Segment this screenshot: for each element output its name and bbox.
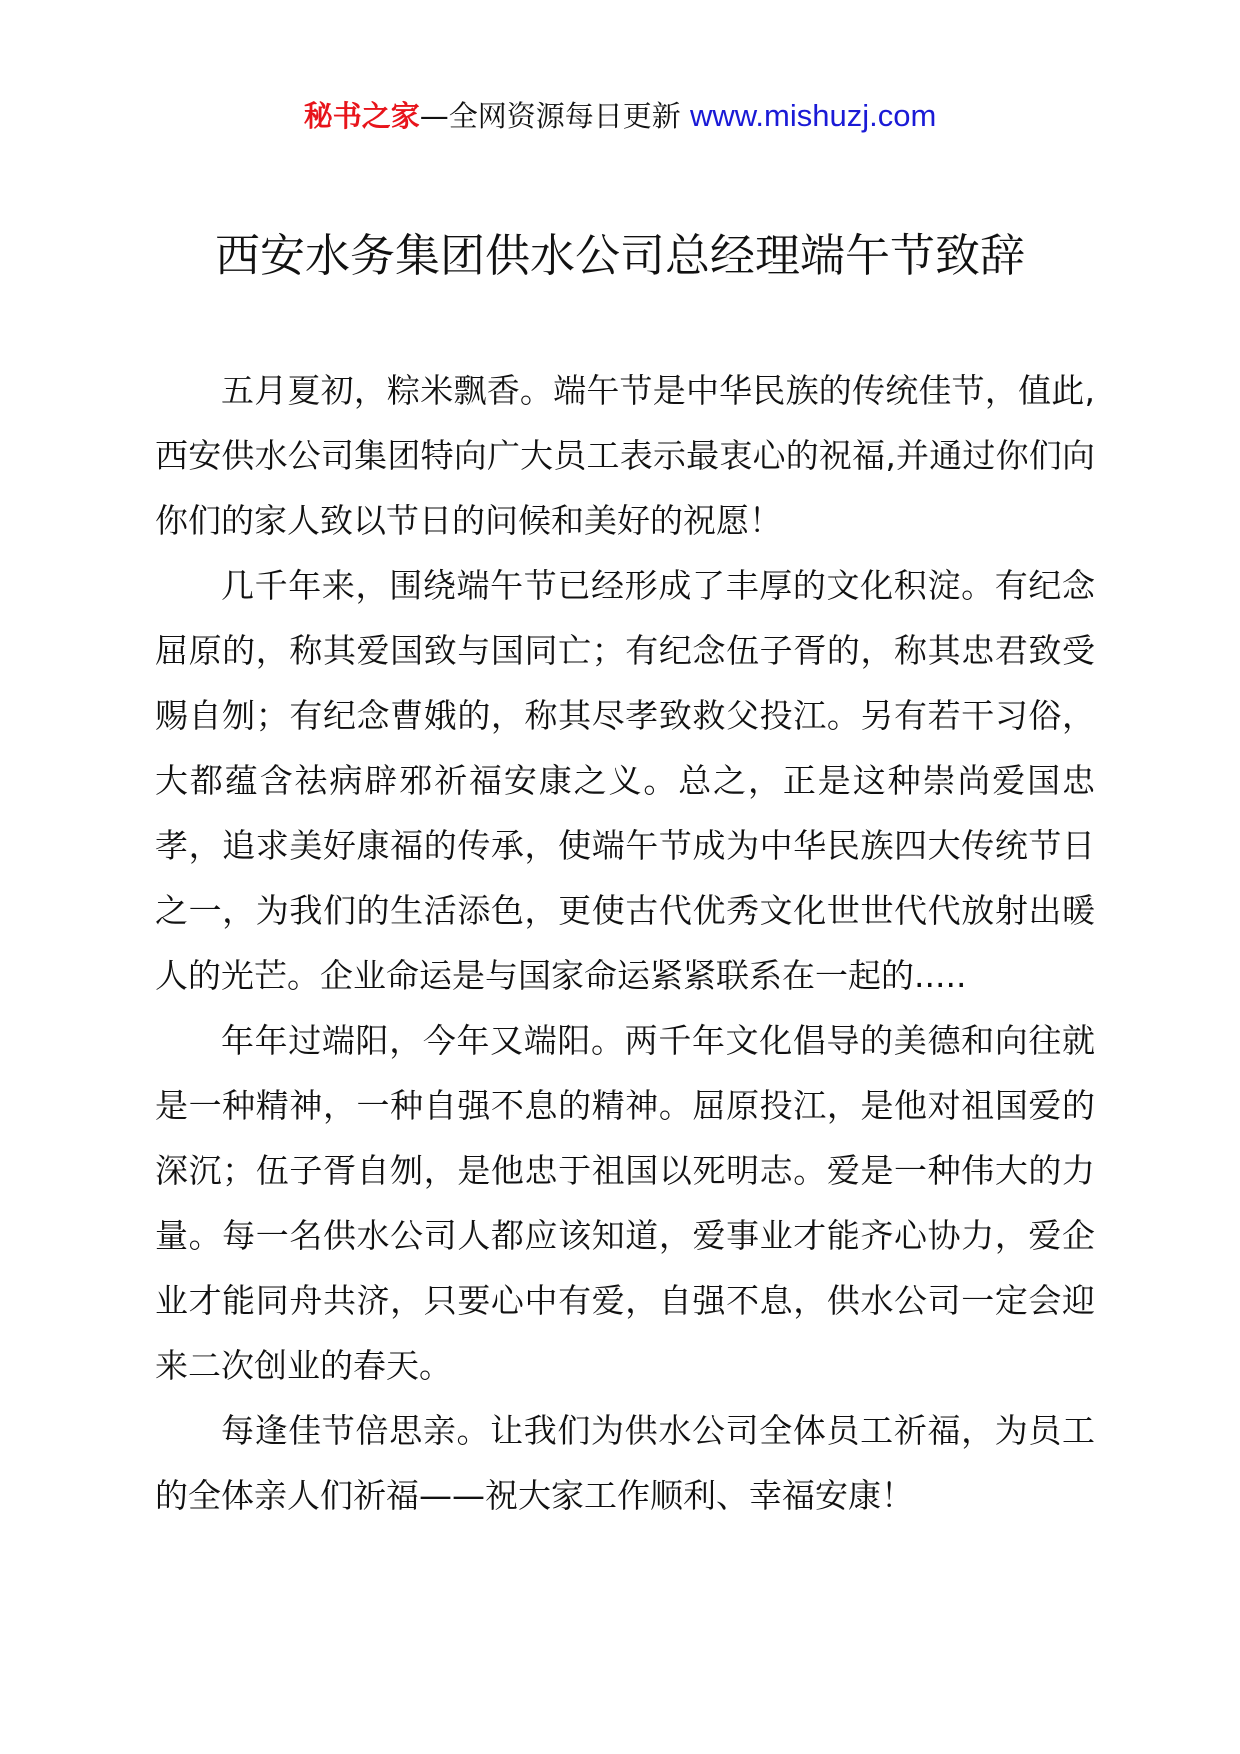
site-header (0, 96, 1240, 136)
paragraph-3: 年年过端阳，今年又端阳。两千年文化倡导的美德和向往就是一种精神，一种自强不息的精神。屈原投江，是他对祖国爱的深沉；伍子胥自刎，是他忠于祖国以死明志。爱是一种伟大的力量。每一名供水公司人都应该知道，爱事业才能齐心协力，爱企业才能同舟共济，只要心中有爱，自强不息，供水公司一定会迎来二次创业的春天。 (155, 1021, 1095, 1385)
site-url-link[interactable]: www.mishuzj.com (689, 98, 937, 133)
paragraph-2: 几千年来，围绕端午节已经形成了丰厚的文化积淀。有纪念屈原的，称其爱国致与国同亡；有纪念伍子胥的，称其忠君致受赐自刎；有纪念曹娥的，称其尽孝致救父投江。另有若干习俗，大都蕴含祛病辟邪祈福安康之义。总之，正是这种崇尚爱国忠孝，追求美好康福的传承，使端午节成为中华民族四大传统节日之一，为我们的生活添色，更使古代优秀文化世世代代放射出暖人的光芒。企业命运是与国家命运紧紧联系在一起的..... (155, 566, 1095, 995)
document-body (155, 358, 1095, 1528)
header-tagline: —全网资源每日更新 (419, 99, 690, 133)
brand-name: 秘书之家 (303, 99, 420, 133)
paragraph-1: 五月夏初，粽米飘香。端午节是中华民族的传统佳节，值此,西安供水公司集团特向广大员工表示最衷心的祝福,并通过你们向你们的家人致以节日的问候和美好的祝愿！ (155, 371, 1095, 540)
paragraph-4: 每逢佳节倍思亲。让我们为供水公司全体员工祈福，为员工的全体亲人们祈福——祝大家工作顺利、幸福安康！ (155, 1411, 1095, 1515)
document-title: 西安水务集团供水公司总经理端午节致辞 (214, 229, 1025, 282)
